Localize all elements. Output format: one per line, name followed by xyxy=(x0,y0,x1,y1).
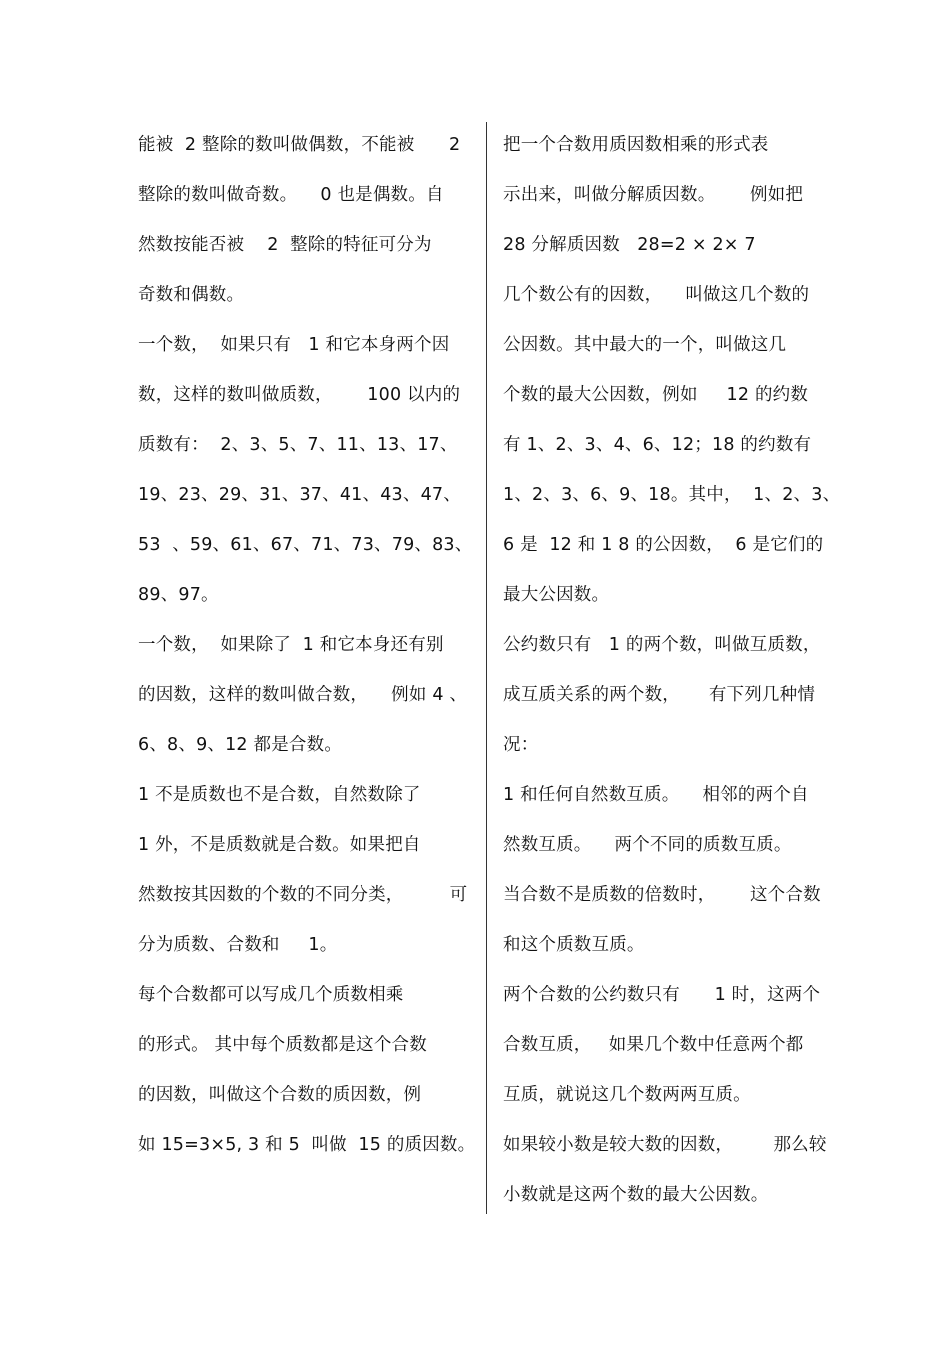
text-line: 整除的数叫做奇数。 0 也是偶数。自 xyxy=(138,185,444,205)
right-column xyxy=(503,120,841,1220)
text-line: 奇数和偶数。 xyxy=(138,285,245,305)
text-line: 然数按其因数的个数的不同分类， 可 xyxy=(138,885,468,905)
text-line: 1、2、3、6、9、18。其中， 1、2、3、 xyxy=(503,485,841,505)
column-divider xyxy=(486,122,487,1214)
text-line: 能被 2 整除的数叫做偶数，不能被 2 xyxy=(138,135,461,155)
text-line: 数，这样的数叫做质数， 100 以内的 xyxy=(138,385,461,405)
text-line: 把一个合数用质因数相乘的形式表 xyxy=(503,135,769,155)
text-line: 两个合数的公约数只有 1 时，这两个 xyxy=(503,985,821,1005)
text-line: 互质，就说这几个数两两互质。 xyxy=(503,1085,751,1105)
text-line: 况： xyxy=(503,735,539,755)
text-line: 质数有： 2、3、5、7、11、13、17、 xyxy=(138,435,458,455)
left-column xyxy=(138,120,478,1170)
text-line: 小数就是这两个数的最大公因数。 xyxy=(503,1185,769,1205)
text-line: 28 分解质因数 28=2 × 2× 7 xyxy=(503,235,756,255)
text-line: 53 、59、61、67、71、73、79、83、 xyxy=(138,535,473,555)
text-line: 1 外，不是质数就是合数。如果把自 xyxy=(138,835,421,855)
text-line: 1 不是质数也不是合数，自然数除了 xyxy=(138,785,421,805)
text-line: 的因数，这样的数叫做合数， 例如 4 、 xyxy=(138,685,468,705)
text-line: 有 1、2、3、4、6、12；18 的约数有 xyxy=(503,435,812,455)
text-line: 个数的最大公因数，例如 12 的约数 xyxy=(503,385,809,405)
text-line: 一个数， 如果除了 1 和它本身还有别 xyxy=(138,635,444,655)
text-line: 的形式。 其中每个质数都是这个合数 xyxy=(138,1035,427,1055)
text-line: 最大公因数。 xyxy=(503,585,610,605)
text-line: 成互质关系的两个数， 有下列几种情 xyxy=(503,685,816,705)
text-line: 当合数不是质数的倍数时， 这个合数 xyxy=(503,885,821,905)
text-line: 公因数。其中最大的一个，叫做这几 xyxy=(503,335,787,355)
text-line: 几个数公有的因数， 叫做这几个数的 xyxy=(503,285,810,305)
text-line: 19、23、29、31、37、41、43、47、 xyxy=(138,485,461,505)
text-line: 89、97。 xyxy=(138,585,219,605)
text-line: 然数互质。 两个不同的质数互质。 xyxy=(503,835,792,855)
text-line: 6 是 12 和 1 8 的公因数， 6 是它们的 xyxy=(503,535,824,555)
text-line: 如 15=3×5, 3 和 5 叫做 15 的质因数。 xyxy=(138,1135,476,1155)
text-line: 的因数，叫做这个合数的质因数，例 xyxy=(138,1085,422,1105)
text-line: 6、8、9、12 都是合数。 xyxy=(138,735,343,755)
text-line: 一个数， 如果只有 1 和它本身两个因 xyxy=(138,335,450,355)
text-line: 然数按能否被 2 整除的特征可分为 xyxy=(138,235,432,255)
text-line: 公约数只有 1 的两个数，叫做互质数， xyxy=(503,635,821,655)
text-line: 每个合数都可以写成几个质数相乘 xyxy=(138,985,404,1005)
text-line: 1 和任何自然数互质。 相邻的两个自 xyxy=(503,785,809,805)
text-line: 合数互质， 如果几个数中任意两个都 xyxy=(503,1035,804,1055)
text-line: 分为质数、合数和 1。 xyxy=(138,935,338,955)
text-line: 和这个质数互质。 xyxy=(503,935,645,955)
text-line: 如果较小数是较大数的因数， 那么较 xyxy=(503,1135,827,1155)
text-line: 示出来，叫做分解质因数。 例如把 xyxy=(503,185,804,205)
